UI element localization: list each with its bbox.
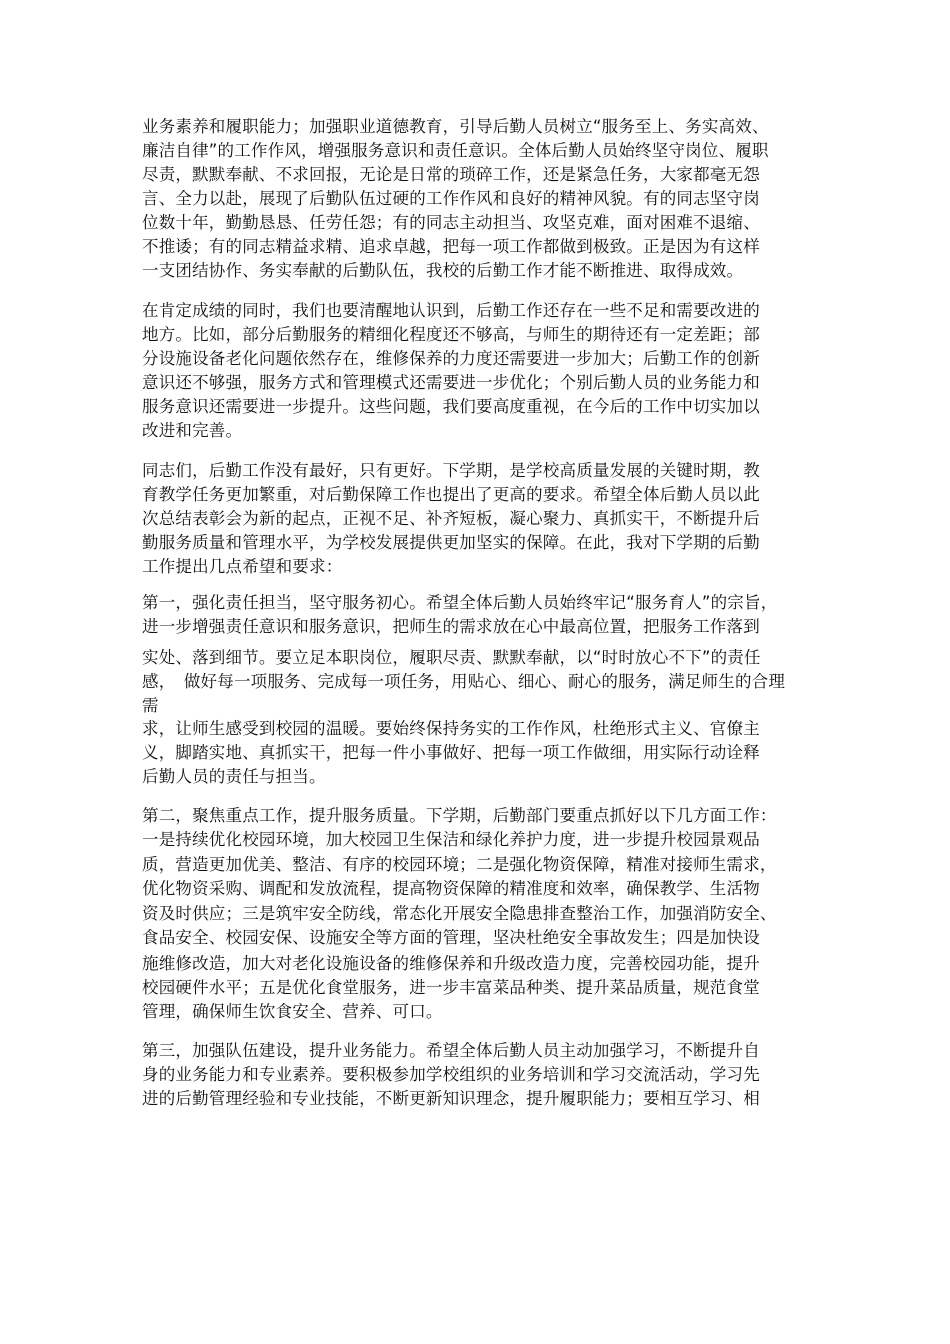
paragraph-6: [142, 1039, 832, 1111]
paragraph-4c: [142, 717, 832, 789]
text-line: 言、全力以赴，展现了后勤队伍过硬的工作作风和良好的精神风貌。有的同志坚守岗: [142, 189, 760, 208]
text-line: 一支团结协作、务实奉献的后勤队伍，我校的后勤工作才能不断推进、取得成效。: [142, 261, 744, 280]
text-line: 实处、落到细节。要立足本职岗位，履职尽责、默默奉献，以“时时放心不下”的责任: [142, 648, 761, 667]
text-line: 业务素养和履职能力；加强职业道德教育，引导后勤人员树立“服务至上、务实高效、: [142, 117, 769, 136]
paragraph-5c: [142, 902, 832, 950]
text-line: 食品安全、校园安保、设施安全等方面的管理，坚决杜绝安全事故发生；四是加快设: [142, 928, 760, 947]
text-line: 校园硬件水平；五是优化食堂服务，进一步丰富菜品种类、提升菜品质量，规范食堂: [142, 978, 760, 997]
text-line: 进一步增强责任意识和服务意识，把师生的需求放在心中最高位置，把服务工作落到: [142, 617, 760, 636]
text-line: 改进和完善。: [142, 421, 243, 440]
text-line: 服务意识还需要进一步提升。这些问题，我们要高度重视，在今后的工作中切实加以: [142, 397, 760, 416]
text-line: 次总结表彰会为新的起点，正视不足、补齐短板，凝心聚力、真抓实干，不断提升后: [142, 509, 760, 528]
text-line: 求，让师生感受到校园的温暖。要始终保持务实的工作作风，杜绝形式主义、官僚主: [142, 719, 760, 738]
paragraph-5d: [142, 952, 832, 1024]
text-line: 意识还不够强，服务方式和管理模式还需要进一步优化；个别后勤人员的业务能力和: [142, 373, 760, 392]
text-line: 需: [142, 696, 159, 715]
text-line: 勤服务质量和管理水平，为学校发展提供更加坚实的保障。在此，我对下学期的后勤: [142, 533, 760, 552]
text-line: 分设施设备老化问题依然存在，维修保养的力度还需要进一步加大；后勤工作的创新: [142, 349, 760, 368]
text-line: 后勤人员的责任与担当。: [142, 767, 326, 786]
text-line: 感， 做好每一项服务、完成每一项任务，用贴心、细心、耐心的服务，满足师生的合理: [142, 672, 786, 691]
text-line: 资及时供应；三是筑牢安全防线，常态化开展安全隐患排查整治工作，加强消防安全、: [142, 904, 777, 923]
text-line: 工作提出几点希望和要求：: [142, 557, 343, 576]
text-line: 质，营造更加优美、整洁、有序的校园环境；二是强化物资保障，精准对接师生需求，: [142, 855, 777, 874]
text-line: 在肯定成绩的同时，我们也要清醒地认识到，后勤工作还存在一些不足和需要改进的: [142, 301, 760, 320]
paragraph-4a: [142, 591, 832, 639]
text-line: 身的业务能力和专业素养。要积极参加学校组织的业务培训和学习交流活动，学习先: [142, 1065, 760, 1084]
text-line: 尽责，默默奉献、不求回报，无论是日常的琐碎工作，还是紧急任务，大家都毫无怨: [142, 165, 760, 184]
paragraph-5a: [142, 804, 832, 852]
text-line: 义，脚踏实地、真抓实干，把每一件小事做好、把每一项工作做细，用实际行动诠释: [142, 743, 760, 762]
paragraph-2: [142, 299, 832, 443]
text-line: 进的后勤管理经验和专业技能，不断更新知识理念，提升履职能力；要相互学习、相: [142, 1089, 760, 1108]
paragraph-1: [142, 115, 832, 283]
text-line: 育教学任务更加繁重，对后勤保障工作也提出了更高的要求。希望全体后勤人员以此: [142, 485, 760, 504]
text-line: 第二，聚焦重点工作，提升服务质量。下学期，后勤部门要重点抓好以下几方面工作：: [142, 806, 777, 825]
text-line: 施维修改造，加大对老化设施设备的维修保养和升级改造力度，完善校园功能，提升: [142, 954, 760, 973]
text-line: 地方。比如，部分后勤服务的精细化程度还不够高，与师生的期待还有一定差距；部: [142, 325, 760, 344]
paragraph-5b: [142, 853, 832, 901]
text-line: 优化物资采购、调配和发放流程，提高物资保障的精准度和效率，确保教学、生活物: [142, 879, 760, 898]
text-line: 廉洁自律”的工作作风，增强服务意识和责任意识。全体后勤人员始终坚守岗位、履职: [142, 141, 769, 160]
text-line: 第三，加强队伍建设，提升业务能力。希望全体后勤人员主动加强学习，不断提升自: [142, 1041, 760, 1060]
text-line: 管理，确保师生饮食安全、营养、可口。: [142, 1002, 443, 1021]
text-line: 一是持续优化校园环境，加大校园卫生保洁和绿化养护力度，进一步提升校园景观品: [142, 830, 760, 849]
text-line: 同志们，后勤工作没有最好，只有更好。下学期，是学校高质量发展的关键时期，教: [142, 461, 760, 480]
text-line: 不推诿；有的同志精益求精、追求卓越，把每一项工作都做到极致。正是因为有这样: [142, 237, 760, 256]
paragraph-3: [142, 459, 832, 579]
text-line: 第一，强化责任担当，坚守服务初心。希望全体后勤人员始终牢记“服务育人”的宗旨，: [142, 593, 778, 612]
paragraph-4b: [142, 646, 832, 718]
text-line: 位数十年，勤勤恳恳、任劳任怨；有的同志主动担当、攻坚克难，面对困难不退缩、: [142, 213, 760, 232]
